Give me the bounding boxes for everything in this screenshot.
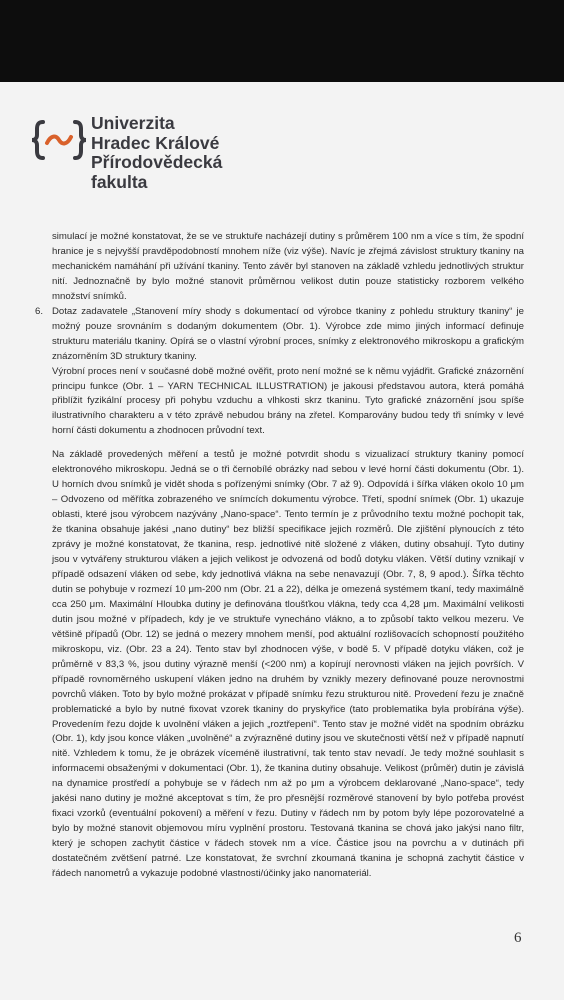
university-logo (30, 114, 222, 192)
logo-line-fakulta: fakulta (91, 171, 148, 192)
logo-wordmark (91, 114, 222, 192)
logo-line-faculty: Přírodovědecká (91, 152, 223, 172)
list-item-number: 6. (35, 305, 44, 317)
logo-brackets-icon (30, 114, 88, 166)
document-page (0, 82, 564, 1000)
list-item-text: Dotaz zadavatele „Stanovení míry shody s dokumentací od výrobce tkaniny z pohledu struktury tkaniny“ je možný pouze srovnáním s dodaným dokumentem (Obr. 1). Výrobce zde mimo jiných informací definuje strukturu materiálu tkaniny. Opírá se o vlastní výrobní proces, snímky z elektronového mikroskopu a grafickým znázorněním 3D struktury tkaniny. (52, 305, 524, 362)
paragraph-intro: simulací je možné konstatovat, že se ve struktuře nacházejí dutiny s průměrem 100 nm a více s tím, že spodní hranice je s nejvyšší pravděpodobností mnohem níže (viz výše). Navíc je zřejmá závislost struktury tkaniny na mechanickém namáhání při užívání tkaniny. Tento závěr byl stanoven na základě vzhledu jednotlivých struktur nití. Jednoznačně by bylo možné stanovit průměrnou velikost dutin pouze statisticky rozborem velkého množství snímků. (52, 231, 524, 302)
paragraph-analysis: Na základě provedených měření a testů je možné potvrdit shodu s vizualizací struktury tkaniny pomocí elektronového mikroskopu. Jedná se o tři černobílé obrázky nad sebou v levé horní části dokumentu (Obr. 1). U horních dvou snímků je vidět shoda s pořízenými snímky (Obr. 7 až 9). Odpovídá i šířka vláken okolo 10 μm – Odvozeno od měřítka zobrazeného ve snímcích dokumentu výrobce. Třetí, spodní snímek (Obr. 1) ukazuje oblasti, které jsou výrobcem nazývány „Nano-space“. Tento termín je z průvodního textu možné pochopit tak, že tkanina obsahuje jakési „nano dutiny“ bez bližší specifikace jejich rozměrů. Dle zjištění plynoucích z této zprávy je možné konstatovat, že tkanina, resp. jednotlivé nitě složené z vláken, dutiny obsahují. Tyto dutiny jsou v vytvářeny strukturou vláken a jejich velikost je odvozená od bodů dotyku vláken. Větší dutiny vznikají v případě odsazení vláken od sebe, kdy jednotlivá vlákna na sebe nenavazují (Obr. 7, 8, 9 apod.). Šířka těchto dutin se pohybuje v rozmezí 10 μm-200 nm (Obr. 21 a 22), délka je omezená systémem tkaní, tedy maximálně cca 250 μm. Maximální Hloubka dutiny je definována tloušťkou vlákna, tedy cca 4,28 μm. Maximální velikosti dutin jsou možné v případech, kdy je ve struktuře vynecháno vlákno, a to způsobí takto velkou mezeru. Ve většině případů (Obr. 12) se jedná o mezery mnohem menší, pod aktuální rozlišovacích schopností použitého mikroskopu, viz. (Obr. 23 a 24). Tento stav byl zhodnocen výše, v bodě 5. V případě dotyku vláken, což je průměrně v 83,3 %, jsou dutiny výrazně menší (<200 nm) a kopírují nerovnosti vláken na jejich površích. V případě rovnoměrného uskupení vláken jedno na druhém by vznikly mezery definované pouze nerovnostmi povrchů vláken. Toto by bylo možné prokázat v případě snímku řezu strukturou nitě. Provedení řezu je značně problematické a bylo by nutné fixovat vzorek tkaniny do pryskyřice (tato problematika byla probírána výše). Provedením řezu dojde k uvolnění vláken a jejich „roztřepení“. Tento stav je možné vidět na spodním obrázku (Obr. 1), kdy jsou konce vláken „uvolněné“ a zvýrazněné dutiny jsou ve skutečnosti větší než v případě napnutí nitě. Vzhledem k tomu, že je obrázek víceméně ilustrativní, tak tento stav nevadí. Je tedy možné souhlasit s informacemi obsaženými v dokumentaci (Obr. 1), že tkanina dutiny obsahuje. Velikost (průměr) dutin je závislá na dynamice prostředí a pohybuje se v řádech nm až po μm a výrobcem deklarované „Nano-space“, tedy jakési nano dutiny je možné akceptovat s tím, že pro přesnější rozměrové stanovení by bylo potřeba provést fixaci vzorků (eventuální pokovení) a měření v řezu. Dutiny v řádech nm by potom byly lépe pozorovatelné a bylo by možné stanovit objemovou míru vyplnění prostoru. Testovaná tkanina se chová jako jakýsi nano filtr, který je schopen zachytit částice v řádech stovek nm a více. Částice jsou na povrchu a v dutinách při dostatečném zvětšení patrné. Lze konstatovat, že svrchní zkoumaná tkanina je schopná zachytit částice v řádech nanometrů a vykazuje podobné vlastnosti/účinky jako nanomateriál. (52, 449, 524, 880)
page-number: 6 (514, 930, 522, 946)
body-text (35, 230, 524, 882)
list-item-6 (35, 305, 524, 440)
logo-line-city: Hradec Králové (91, 132, 220, 153)
logo-line-university: Univerzita (91, 113, 175, 133)
paragraph-process: Výrobní proces není v současné době možné ověřit, proto není možné se k němu vyjádřit. Grafické znázornění principu funkce (Obr. 1 – YARN TECHNICAL ILLUSTRATION) je jakousi představou autora, která pomáhá přiblížit fyzikální procesy při pohybu vzduchu a vlhkosti skrz tkaninu. Tyto grafické znázornění jsou spíše ilustrativního charakteru a v této zprávě nebudou brány na zřetel. Komparovány budou tedy tři snímky v levé horní části dokumentu a zhodnocen průvodní text. (52, 365, 524, 437)
